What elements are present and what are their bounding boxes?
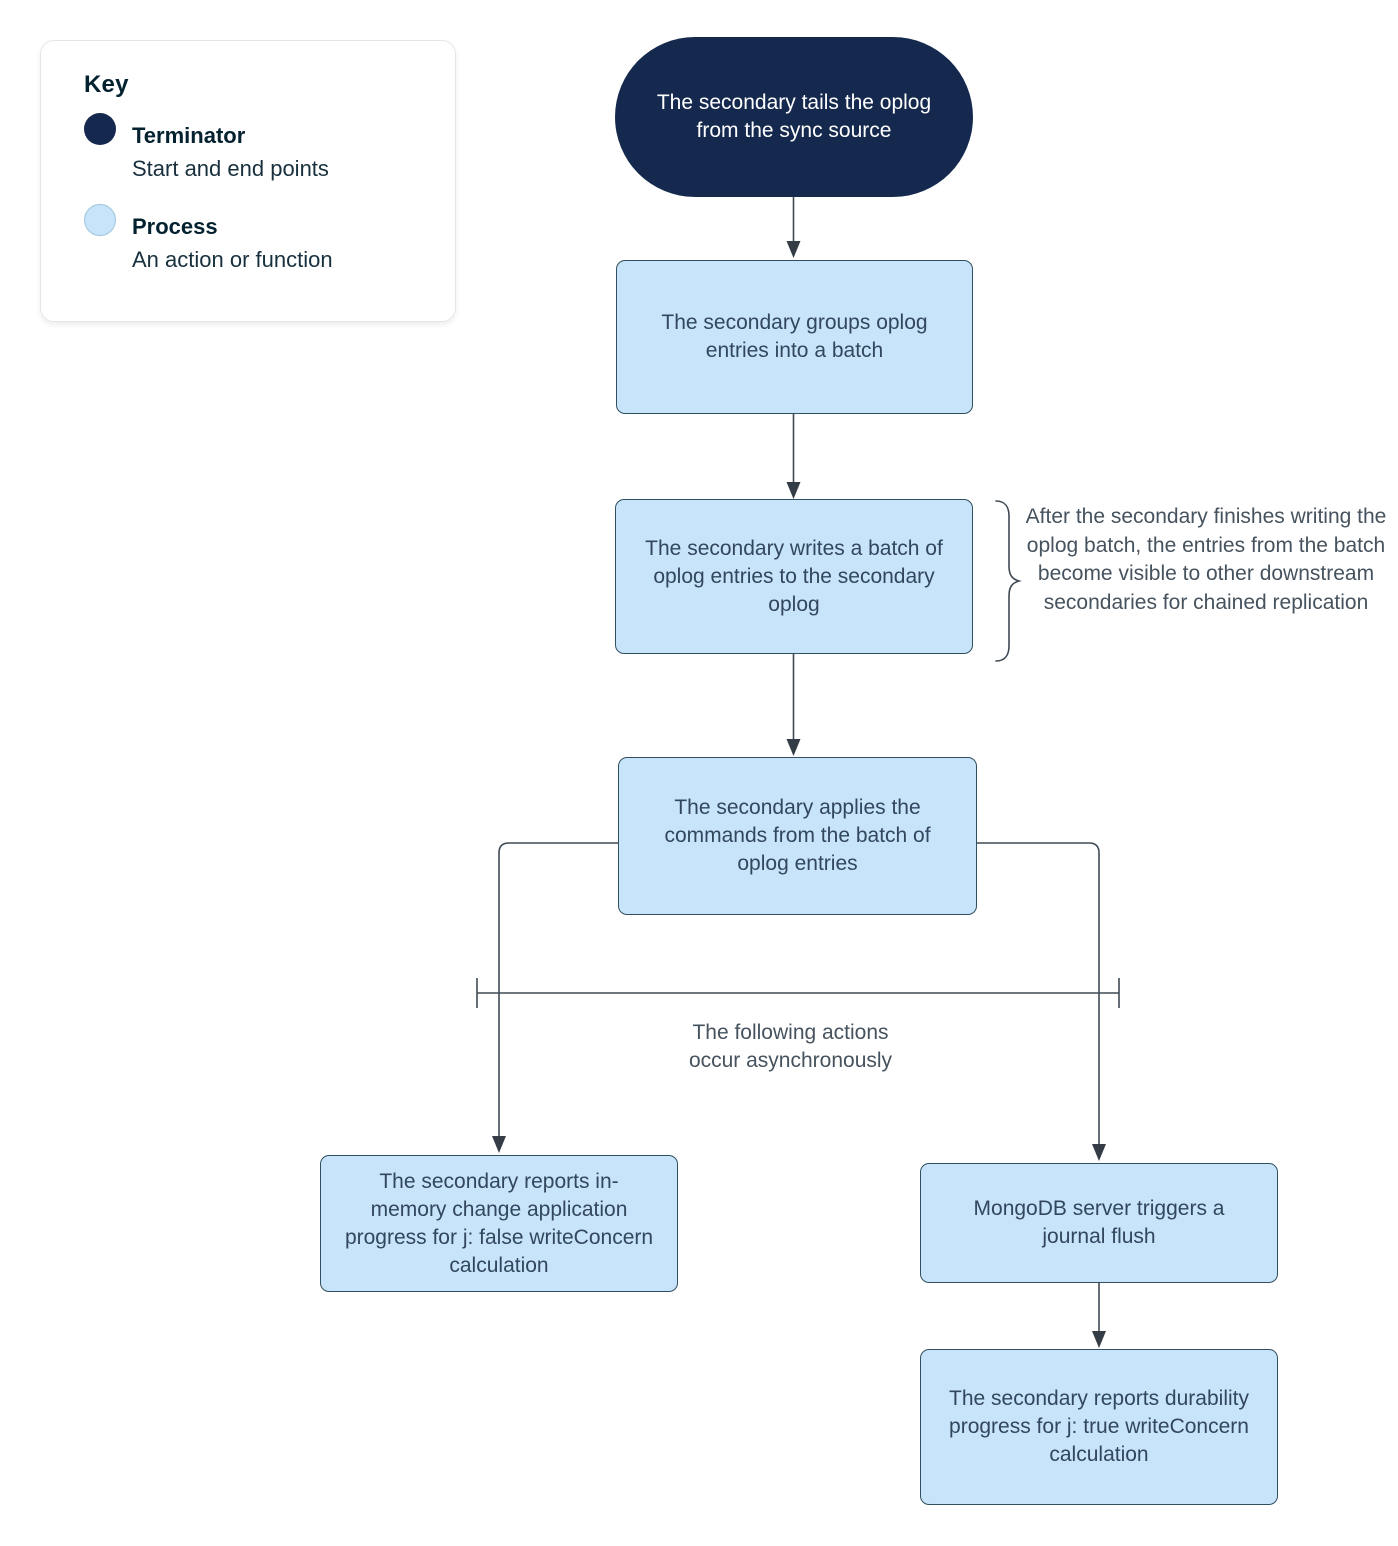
arrowhead-write-to-apply — [787, 739, 801, 756]
arrowhead-journal-to-durability — [1092, 1331, 1106, 1348]
node-report-durability-label: The secondary reports durability progress for j: true writeConcern calculation — [949, 1387, 1249, 1466]
legend-terminator-name: Terminator — [132, 123, 246, 148]
arrowhead-apply-to-journal — [1092, 1144, 1106, 1161]
process-swatch-icon — [84, 204, 116, 236]
terminator-swatch-icon — [84, 113, 116, 145]
legend-process-name: Process — [132, 214, 218, 239]
node-write-batch — [615, 499, 973, 654]
node-report-in-memory-label: The secondary reports in-memory change application progress for j: false writeConcern calculation — [344, 1169, 654, 1277]
node-start-label: The secondary tails the oplog from the sync source — [656, 91, 932, 142]
legend-terminator-description: Start and end points — [132, 156, 329, 181]
connector-apply-to-report-memory — [499, 843, 618, 1137]
node-journal-flush-label: MongoDB server triggers a journal flush — [973, 1197, 1225, 1248]
async-actions-note: The following actions occur asynchronously — [688, 1021, 893, 1072]
connector-apply-to-journal — [977, 843, 1099, 1145]
legend-panel — [40, 40, 456, 322]
node-apply-commands-label: The secondary applies the commands from the batch of oplog entries — [664, 796, 931, 875]
arrowhead-start-to-group — [787, 241, 801, 258]
legend-title: Key — [84, 71, 129, 98]
arrowhead-group-to-write — [787, 482, 801, 499]
arrowhead-apply-to-report-memory — [492, 1136, 506, 1153]
legend-process-description: An action or function — [132, 247, 333, 272]
node-group-batch — [616, 260, 973, 414]
node-journal-flush — [920, 1163, 1278, 1283]
node-report-durability — [920, 1349, 1278, 1505]
batch-visibility-annotation: After the secondary finishes writing the oplog batch, the entries from the batch become visible to other downstream secondaries for chained replication — [1025, 505, 1387, 614]
node-group-batch-label: The secondary groups oplog entries into a batch — [661, 311, 928, 362]
node-write-batch-label: The secondary writes a batch of oplog entries to the secondary oplog — [645, 536, 943, 616]
node-start-terminator — [615, 37, 973, 197]
node-report-in-memory — [320, 1155, 678, 1292]
node-apply-commands — [618, 757, 977, 915]
annotation-brace — [996, 501, 1019, 661]
